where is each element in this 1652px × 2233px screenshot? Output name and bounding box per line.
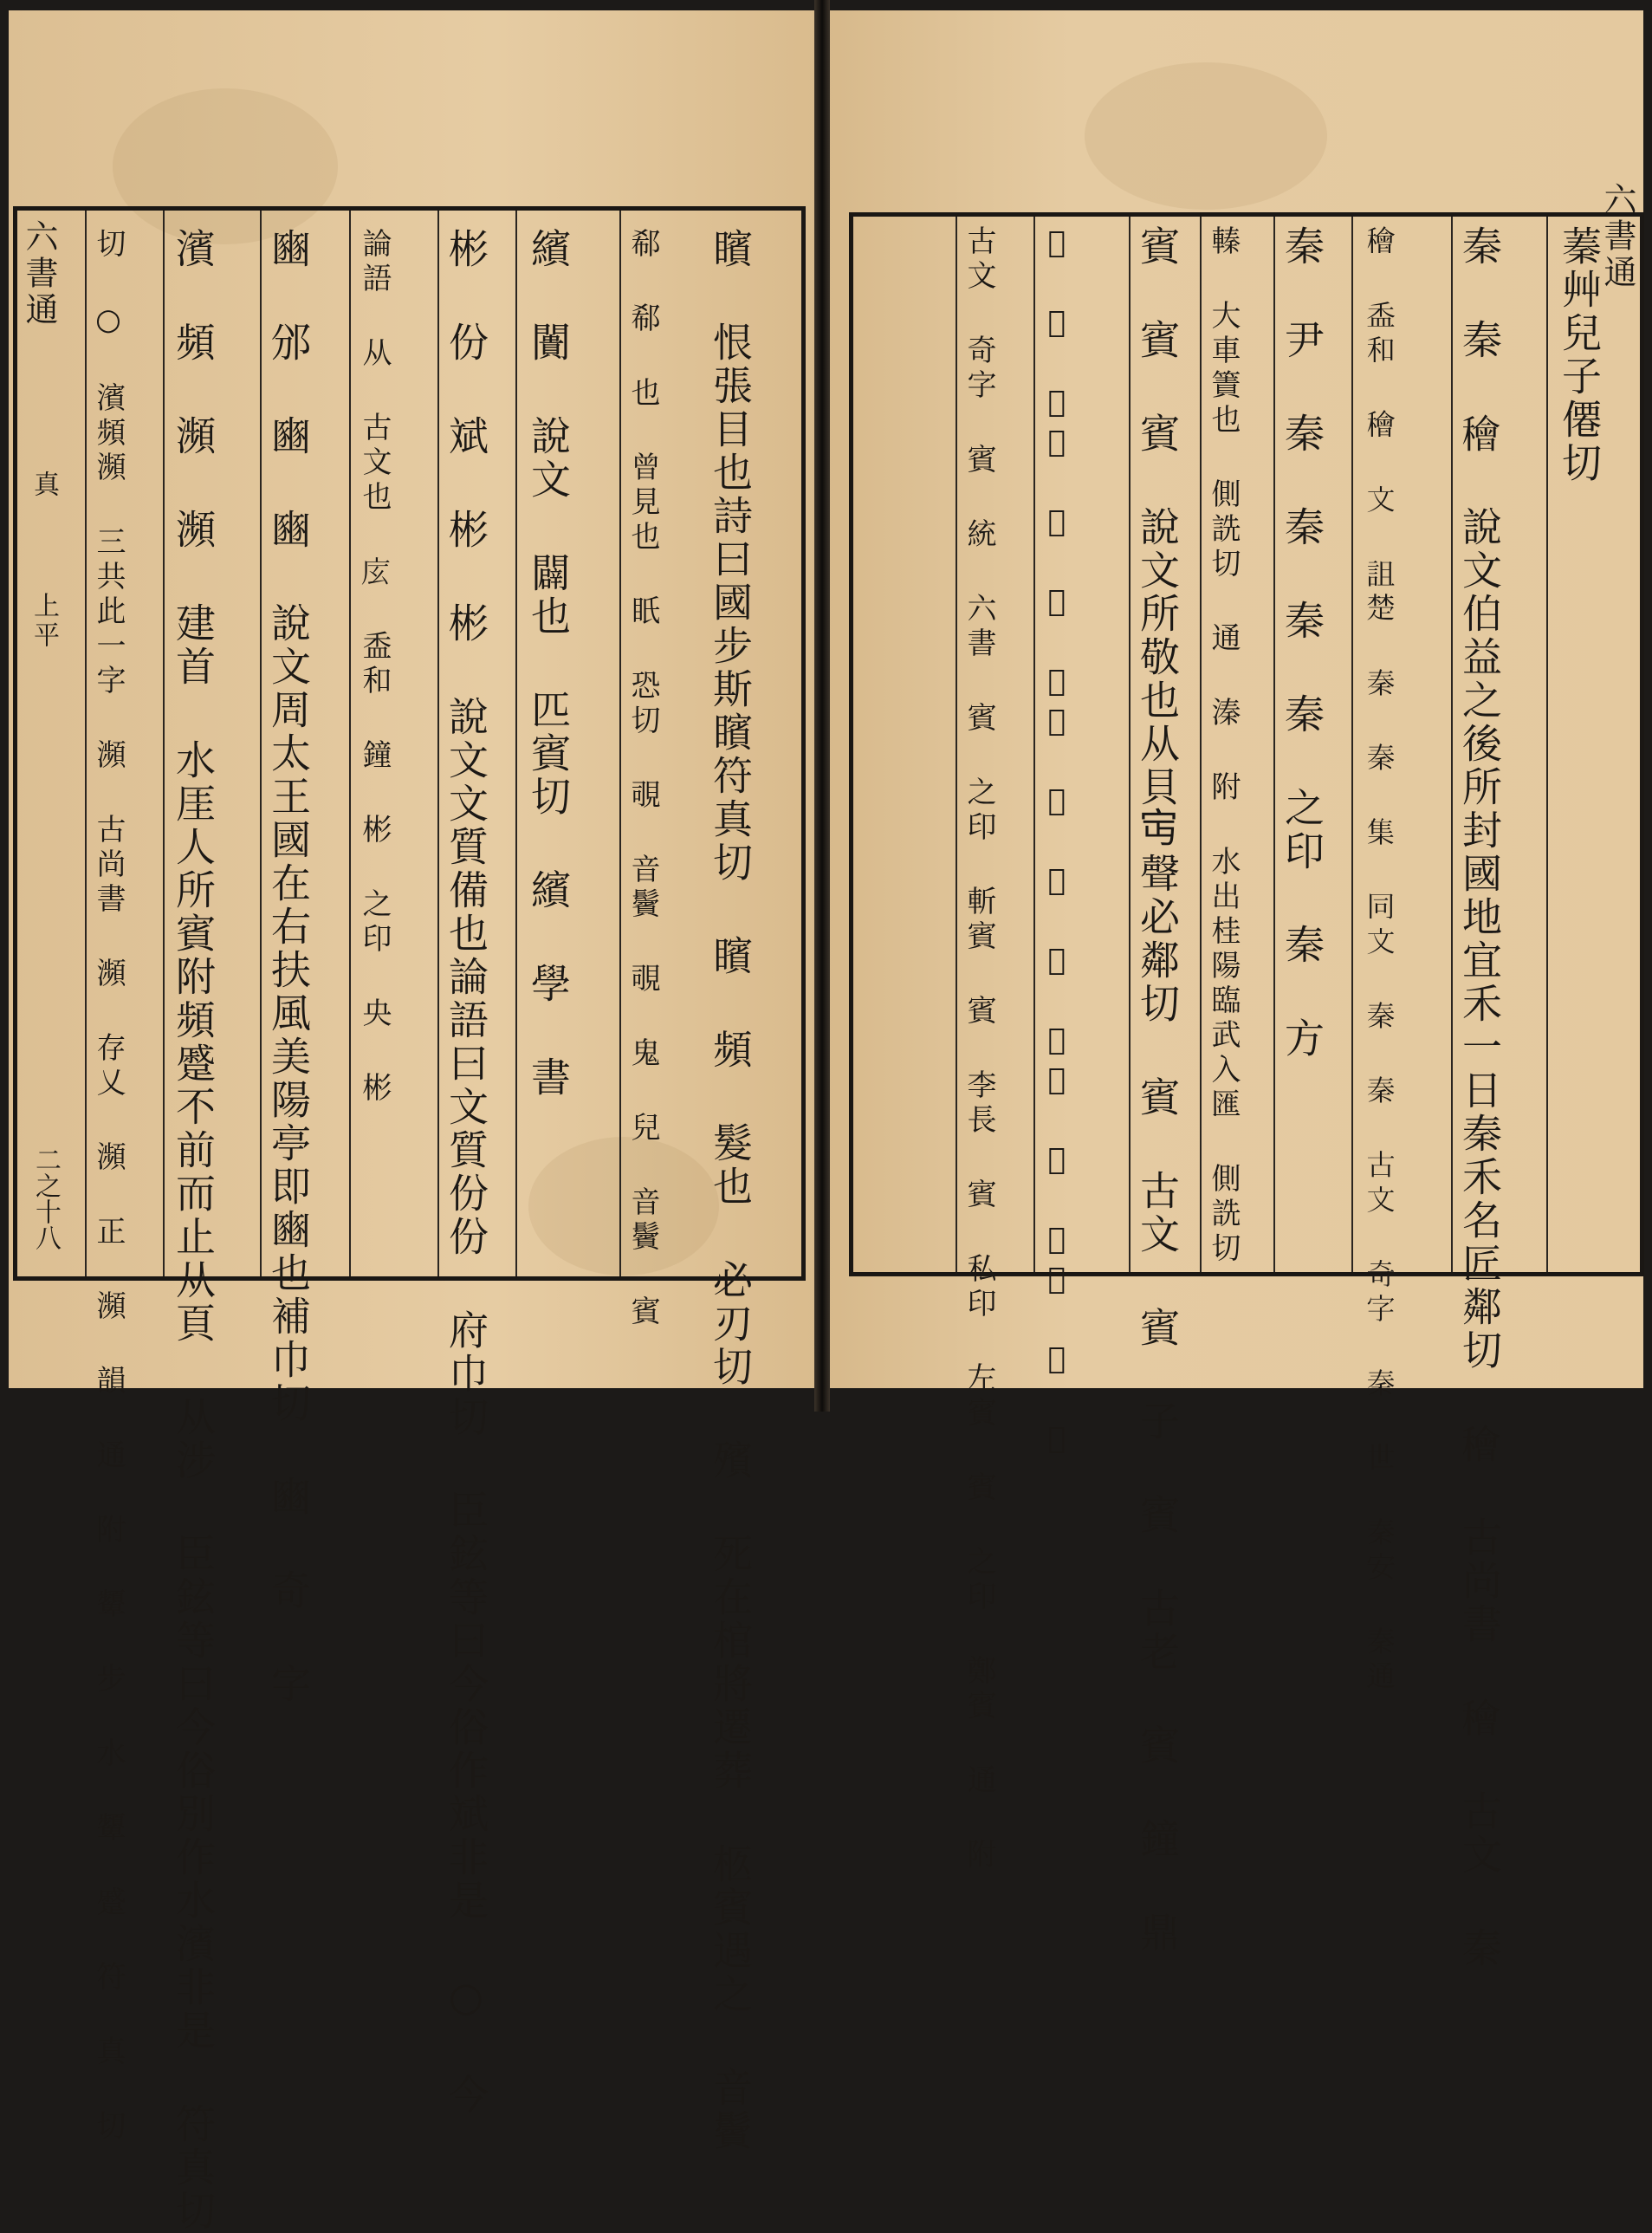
right-text-frame bbox=[849, 182, 1644, 1970]
column-rule bbox=[1546, 217, 1548, 1272]
tone-marker: 上平 bbox=[29, 592, 59, 651]
margin-book-title: 六書通 bbox=[1598, 182, 1636, 291]
column-rule bbox=[1033, 217, 1035, 1272]
column-rule bbox=[1351, 217, 1353, 1272]
text-column: 繽 闠 說文 闢也 匹賓切 繽 學 書 bbox=[525, 228, 572, 1100]
text-column: 論語 从 古文也 𢇨 盉和 鐘 彬 之印 央 彬 bbox=[357, 228, 392, 1107]
book-gutter bbox=[814, 0, 830, 1412]
text-column: 轃 大車簀也 側詵切 通 溱 附 水出桂陽臨武入匯 側詵切 bbox=[1206, 225, 1241, 1267]
column-rule bbox=[956, 217, 957, 1272]
column-rule bbox=[1129, 217, 1130, 1272]
paper-stain bbox=[1085, 62, 1327, 210]
text-column: 秦 秦 𥢶 說文伯益之後所封國地宜禾一日秦禾名匠鄰切 𥢶 古尚書 𥢶 古文 秦 bbox=[1456, 225, 1503, 1970]
column-rule bbox=[1273, 217, 1275, 1272]
text-column: 𥢶 盉和 𥢶 文 詛楚 秦 秦 集 同文 秦 秦 古文 奇字 秦 世 秦安 秦通 bbox=[1362, 225, 1396, 1695]
text-column: 秦 尹 秦 秦 秦 秦 之印 秦 方 bbox=[1279, 225, 1325, 1061]
text-column: 賓 賓 賓 說文所敬也从貝𡧍聲必鄰切 賓 古文 賓 子 賓 古老 賓 鐘 鼎 bbox=[1134, 225, 1181, 1955]
column-rule bbox=[515, 211, 517, 1276]
text-column: 𡨍 帶 夏鉤 賓 篇 張仲 賓 賓 介 切韻 賓 存乂 賓 賓 bbox=[1040, 225, 1074, 1461]
text-column: 彬 份 斌 彬 彬 說文文質備也論語曰文質份份 府巾切 臣鉉等曰今俗作斌非是 ○ 今 bbox=[443, 228, 489, 2117]
column-rule bbox=[349, 211, 351, 1276]
text-column: 矉 恨張目也詩曰國步斯矉符真切 矉 頻 髮也 必刃切 殯 死在棺將遷葬 柩賓遇之 音鬢 bbox=[707, 228, 754, 2153]
column-rule bbox=[1451, 217, 1453, 1272]
section-marker: 真 bbox=[29, 471, 59, 500]
text-column: 古文 奇字 賓 統 六書 賓 之印 斬賓 賓 李長 賓 私印 左賓 賓 之印 鄭賓 通 附 bbox=[962, 225, 996, 1873]
text-column: 蓁艸兒子僊切 bbox=[1556, 225, 1603, 485]
margin-book-title: 六書通 bbox=[20, 219, 58, 328]
column-rule bbox=[1200, 217, 1202, 1272]
text-column: 郗 郗 也 曾見也 眂 恐切 覗 音鬢 覗 鬼 兒 音鬢 賓 bbox=[625, 228, 660, 1330]
text-column: 豳 邠 豳 豳 說文周太王國在右扶風美陽亭即豳也補巾切 豳 奇 字 bbox=[265, 228, 312, 1706]
column-rule bbox=[260, 211, 262, 1276]
page-number: 二之十八 bbox=[30, 1146, 61, 1250]
left-text-frame bbox=[13, 206, 806, 2233]
column-rule bbox=[619, 211, 621, 1276]
column-rule bbox=[85, 211, 87, 1276]
column-rule bbox=[163, 211, 165, 1276]
text-column: 切 ○ 濱頻瀕 三共此一字 瀕 古尚書 瀕 存乂 瀕 正 瀕 韻 通 附 顰 步 水 顰 蹙 符 真 切 bbox=[91, 228, 126, 2145]
text-column: 濱 頻 瀕 瀕 建首 水厓人所賓附頻蹙不前而止从頁 从涉 臣鉉等曰今俗別作水濱非是 符真切 bbox=[170, 228, 217, 2233]
column-rule bbox=[437, 211, 439, 1276]
